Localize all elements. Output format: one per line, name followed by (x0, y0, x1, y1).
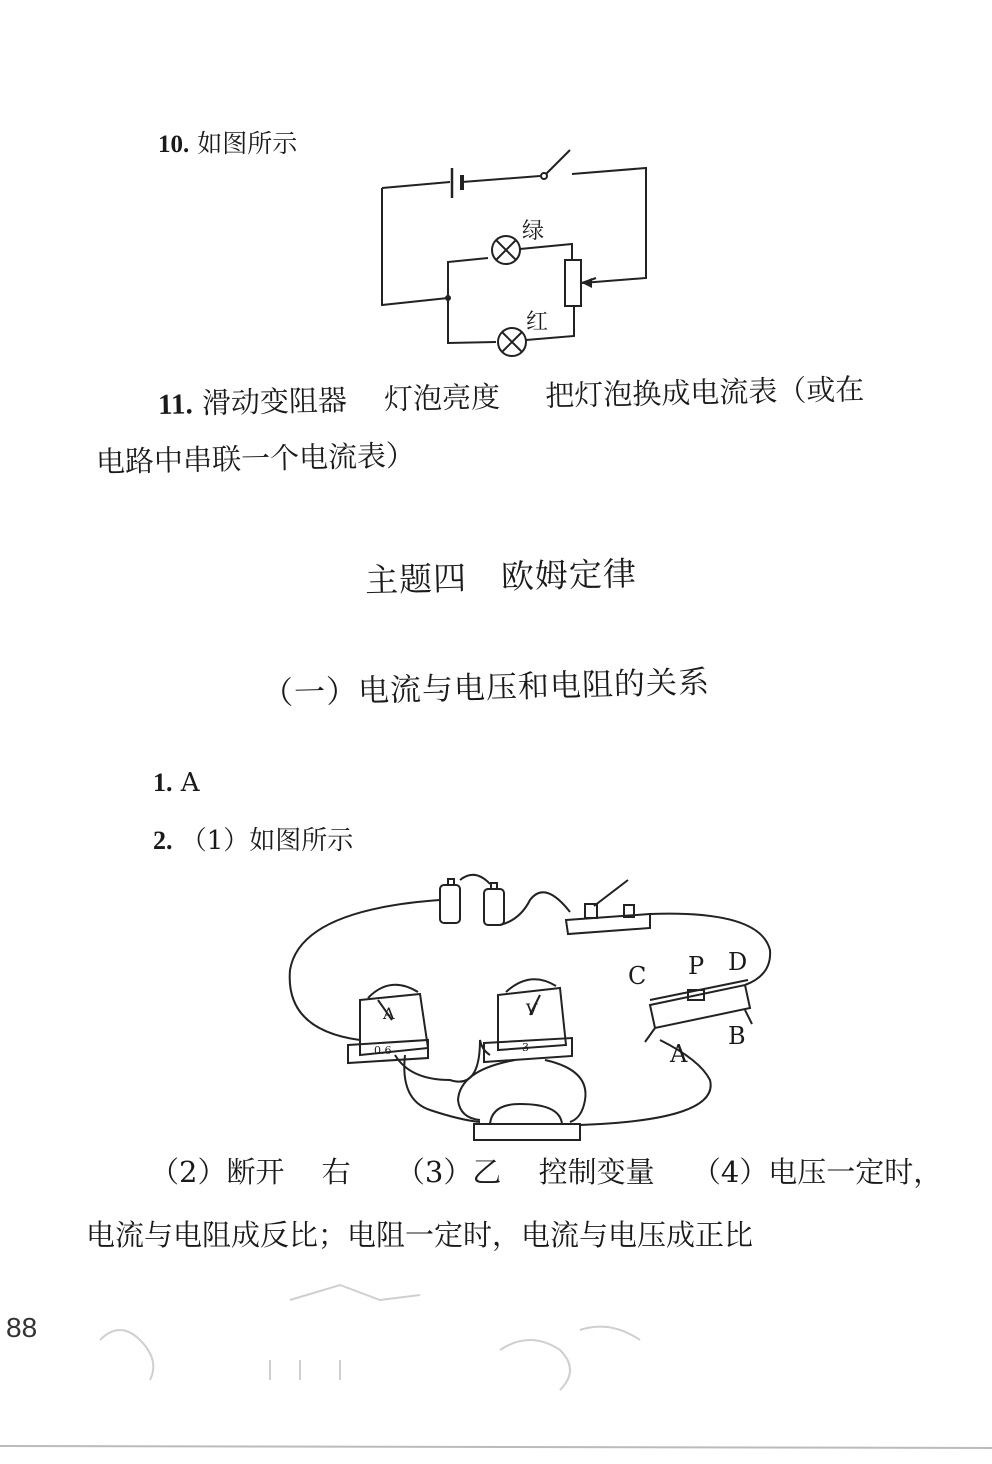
answer-part-3b: 控制变量 (538, 1155, 655, 1189)
lamp-red-label: 红 (526, 310, 549, 335)
answer-part-2: （2）断开 (150, 1155, 285, 1189)
question-number: 2. (153, 826, 173, 855)
question-number: 10. (158, 131, 190, 158)
circuit-wire (382, 188, 448, 305)
voltmeter-scale: 3 (522, 1041, 529, 1054)
ammeter-letter: A (383, 1004, 395, 1023)
terminal-label-b: B (728, 1022, 746, 1050)
ammeter-scale: 0.6 (374, 1044, 392, 1057)
answer-part-2b: 右 (321, 1155, 351, 1189)
footer-decoration (0, 1280, 992, 1450)
question-text: 如图所示 (197, 129, 298, 158)
circuit-wire (382, 182, 450, 188)
answer-3: 把灯泡换成电流表（或在 (544, 372, 865, 413)
terminal-label-c: C (628, 962, 647, 990)
terminal-label-a: A (670, 1040, 688, 1068)
lamp-green-label: 绿 (522, 219, 545, 244)
terminal-label-d: D (728, 948, 748, 976)
answer-part-1: （1）如图所示 (180, 826, 354, 856)
rheostat-icon (565, 260, 581, 306)
section-title: （一）电流与电压和电阻的关系 (261, 664, 711, 712)
lamp-red-icon (498, 328, 526, 356)
circuit-diagram-10 (0, 0, 992, 370)
voltmeter-letter: V (526, 1000, 538, 1019)
page-number: 88 (6, 1312, 38, 1343)
question-1 (153, 768, 200, 798)
answer-2: 灯泡亮度 (383, 379, 501, 417)
switch-icon (566, 880, 650, 934)
question-number: 11. (157, 388, 194, 421)
circuit-diagram-2 (0, 860, 992, 1160)
resistor-icon (474, 1104, 580, 1140)
terminal-label-p: P (688, 952, 705, 980)
answer-part-3: （3）乙 (395, 1155, 502, 1189)
question-11 (158, 367, 865, 423)
battery-icon (440, 879, 504, 925)
question-number: 1. (153, 768, 173, 797)
answer-3-continued: 电路中串联一个电流表） (95, 438, 416, 479)
question-2-answers (150, 1150, 942, 1191)
lamp-green-icon (492, 236, 520, 264)
footer-rule (0, 1446, 992, 1448)
topic-title: 主题四 欧姆定律 (364, 553, 638, 600)
answer-part-4: （4）电压一定时， (691, 1155, 943, 1189)
answer: A (180, 768, 200, 798)
question-2 (153, 820, 353, 857)
answer-1: 滑动变阻器 (201, 383, 348, 421)
answer-part-4-continued: 电流与电阻成反比；电阻一定时，电流与电压成正比 (86, 1218, 754, 1252)
